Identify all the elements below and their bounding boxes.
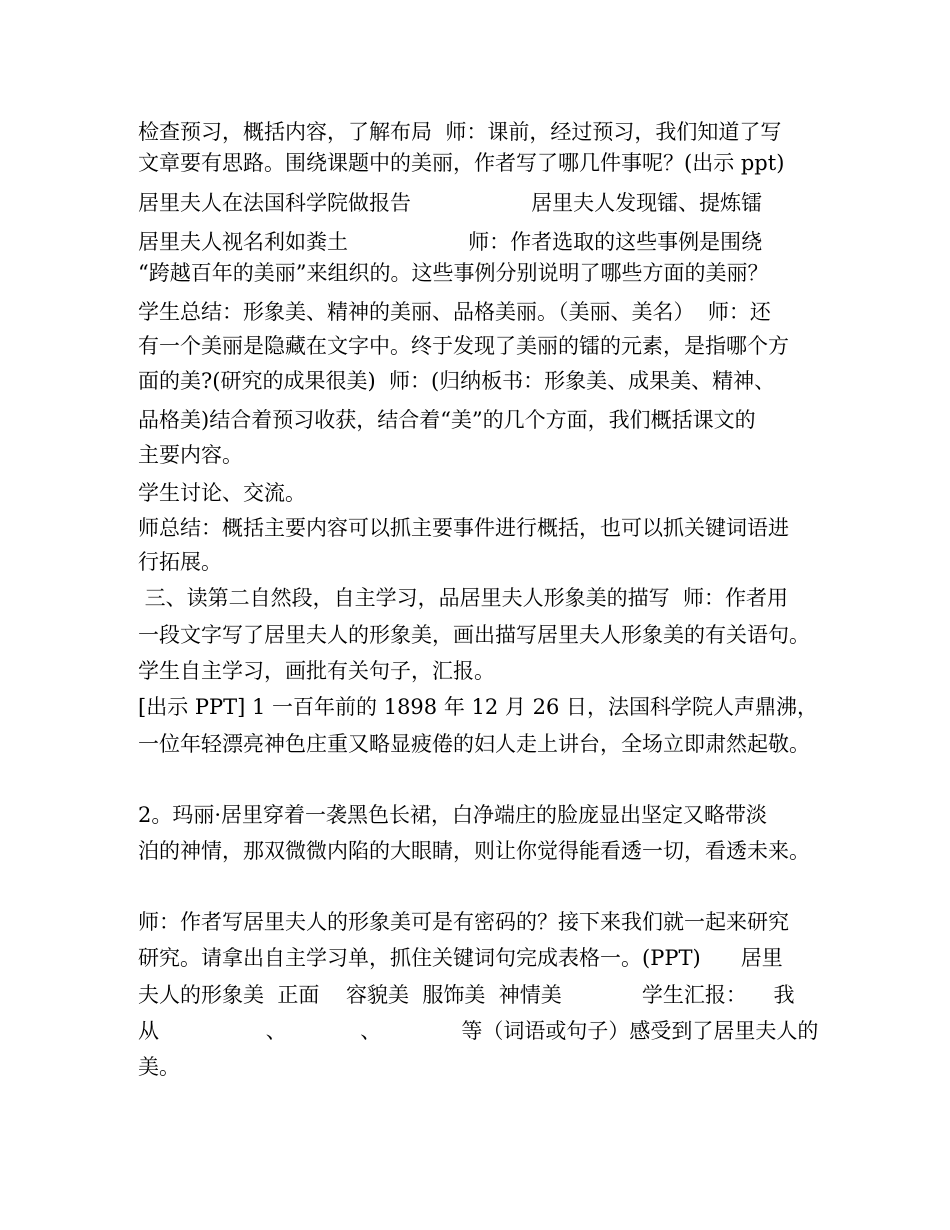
text-line: 文章要有思路。围绕课题中的美丽，作者写了哪几件事呢？(出示 ppt): [138, 151, 785, 175]
text-line: 研究。请拿出自主学习单，抓住关键词句完成表格一。(PPT) 居里: [138, 946, 783, 970]
text-line: [出示 PPT] 1 一百年前的 1898 年 12 月 26 日，法国科学院人声鼎沸，: [138, 695, 818, 719]
text-line: 有一个美丽是隐藏在文字中。终于发现了美丽的镭的元素，是指哪个方: [138, 334, 789, 358]
text-line: 主要内容。: [138, 443, 243, 467]
text-line: 一位年轻漂亮神色庄重又略显疲倦的妇人走上讲台，全场立即肃然起敬。: [138, 732, 810, 756]
text-line: “跨越百年的美丽”来组织的。这些事例分别说明了哪些方面的美丽？: [138, 261, 769, 285]
text-line: 师总结：概括主要内容可以抓主要事件进行概括，也可以抓关键词语进: [138, 516, 789, 540]
text-line: 品格美)结合着预习收获，结合着“美”的几个方面，我们概括课文的: [138, 408, 756, 432]
text-line: 泊的神情，那双微微内陷的大眼睛，则让你觉得能看透一切，看透未来。: [138, 839, 810, 863]
text-line: 从 、 、 等（词语或句子）感受到了居里夫人的: [138, 1019, 819, 1043]
text-line: 面的美?(研究的成果很美) 师：(归纳板书：形象美、成果美、精神、: [138, 369, 776, 393]
text-line: 师：作者写居里夫人的形象美可是有密码的？接下来我们就一起来研究: [138, 910, 789, 934]
text-line: 居里夫人在法国科学院做报告 居里夫人发现镭、提炼镭: [138, 191, 763, 215]
text-line: 美。: [138, 1055, 180, 1079]
text-line: 一段文字写了居里夫人的形象美，画出描写居里夫人形象美的有关语句。: [138, 623, 810, 647]
text-line: 行拓展。: [138, 550, 222, 574]
text-line: 夫人的形象美 正面 容貌美 服饰美 神情美 学生汇报： 我: [138, 983, 795, 1007]
text-line: 检查预习，概括内容，了解布局 师：课前，经过预习，我们知道了写: [138, 120, 782, 144]
text-line: 三、读第二自然段，自主学习，品居里夫人形象美的描写 师：作者用: [138, 586, 789, 610]
text-line: 学生总结：形象美、精神的美丽、品格美丽。（美丽、美名） 师：还: [138, 300, 771, 324]
text-line: 2。玛丽·居里穿着一袭黑色长裙，白净端庄的脸庞显出坚定又略带淡: [138, 803, 768, 827]
text-line: 学生自主学习，画批有关句子，汇报。: [138, 659, 495, 683]
text-line: 居里夫人视名利如粪土 师：作者选取的这些事例是围绕: [138, 230, 763, 254]
text-line: 学生讨论、交流。: [138, 481, 306, 505]
